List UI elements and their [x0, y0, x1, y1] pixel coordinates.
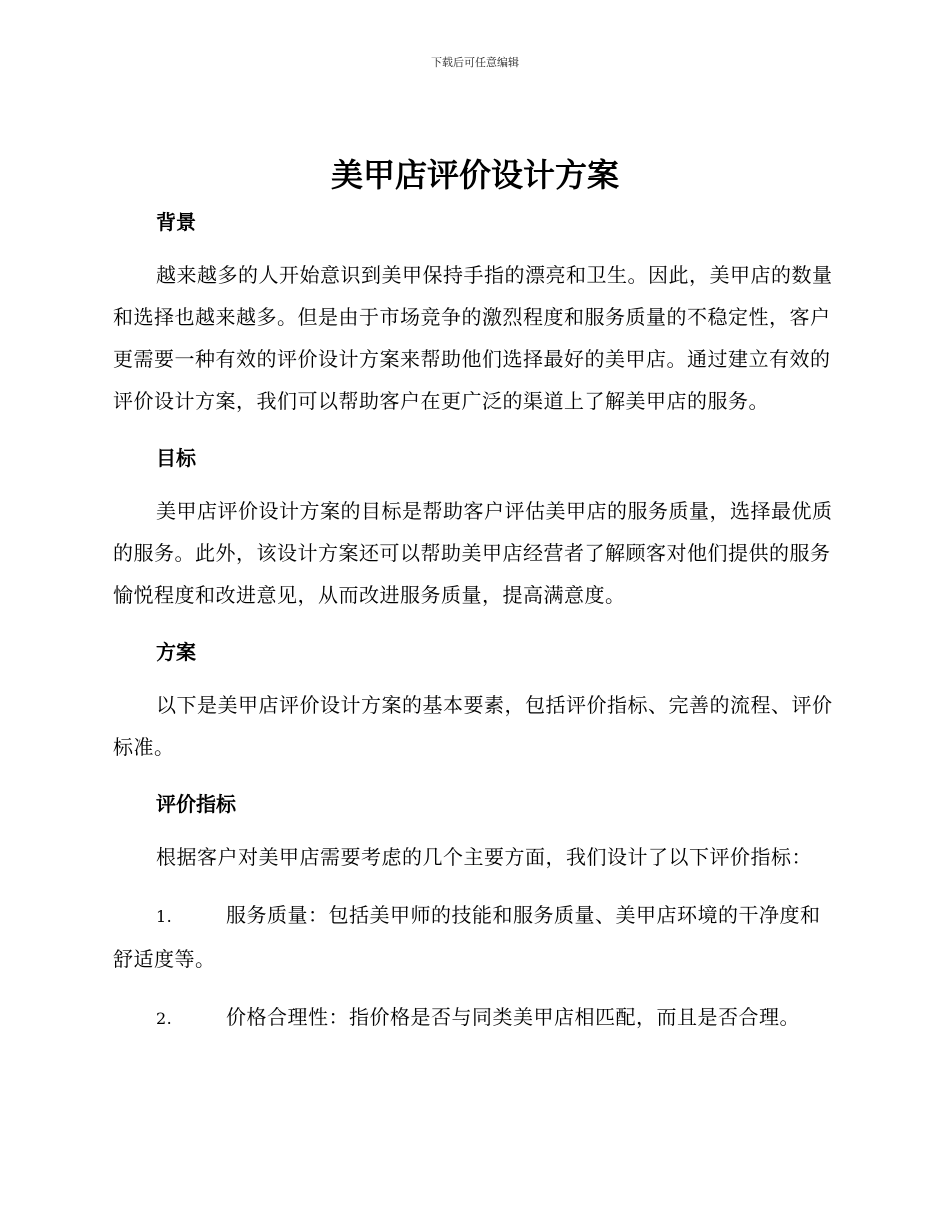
section-paragraph-goal: 美甲店评价设计方案的目标是帮助客户评估美甲店的服务质量，选择最优质的服务。此外，该设计方案还可以帮助美甲店经营者了解顾客对他们提供的服务愉悦程度和改进意见，从而改进服务质量，提高满意度。: [113, 499, 833, 607]
section-paragraph-background: 越来越多的人开始意识到美甲保持手指的漂亮和卫生。因此，美甲店的数量和选择也越来越多。但是由于市场竞争的激烈程度和服务质量的不稳定性，客户更需要一种有效的评价设计方案来帮助他们选择最好的美甲店。通过建立有效的评价设计方案，我们可以帮助客户在更广泛的渠道上了解美甲店的服务。: [113, 263, 833, 413]
document-body: [113, 202, 833, 1040]
section-heading-background: 背景: [156, 210, 196, 234]
section-heading-goal: 目标: [156, 446, 196, 470]
list-item-number: 1.: [156, 907, 173, 926]
list-item-number: 2.: [156, 1009, 173, 1028]
list-item-text: 价格合理性：指价格是否与同类美甲店相匹配，而且是否合理。: [226, 1005, 800, 1029]
section-paragraph-plan: 以下是美甲店评价设计方案的基本要素，包括评价指标、完善的流程、评价标准。: [113, 693, 833, 759]
header-note: 下载后可任意编辑: [431, 56, 519, 69]
section-heading-metrics: 评价指标: [156, 792, 236, 816]
list-item: [113, 894, 833, 980]
section-heading-plan: 方案: [156, 640, 196, 664]
document-title: 美甲店评价设计方案: [330, 156, 619, 194]
list-item-text: 服务质量：包括美甲师的技能和服务质量、美甲店环境的干净度和舒适度等。: [113, 903, 821, 971]
section-paragraph-metrics: 根据客户对美甲店需要考虑的几个主要方面，我们设计了以下评价指标：: [156, 845, 812, 869]
list-item: [113, 996, 833, 1040]
